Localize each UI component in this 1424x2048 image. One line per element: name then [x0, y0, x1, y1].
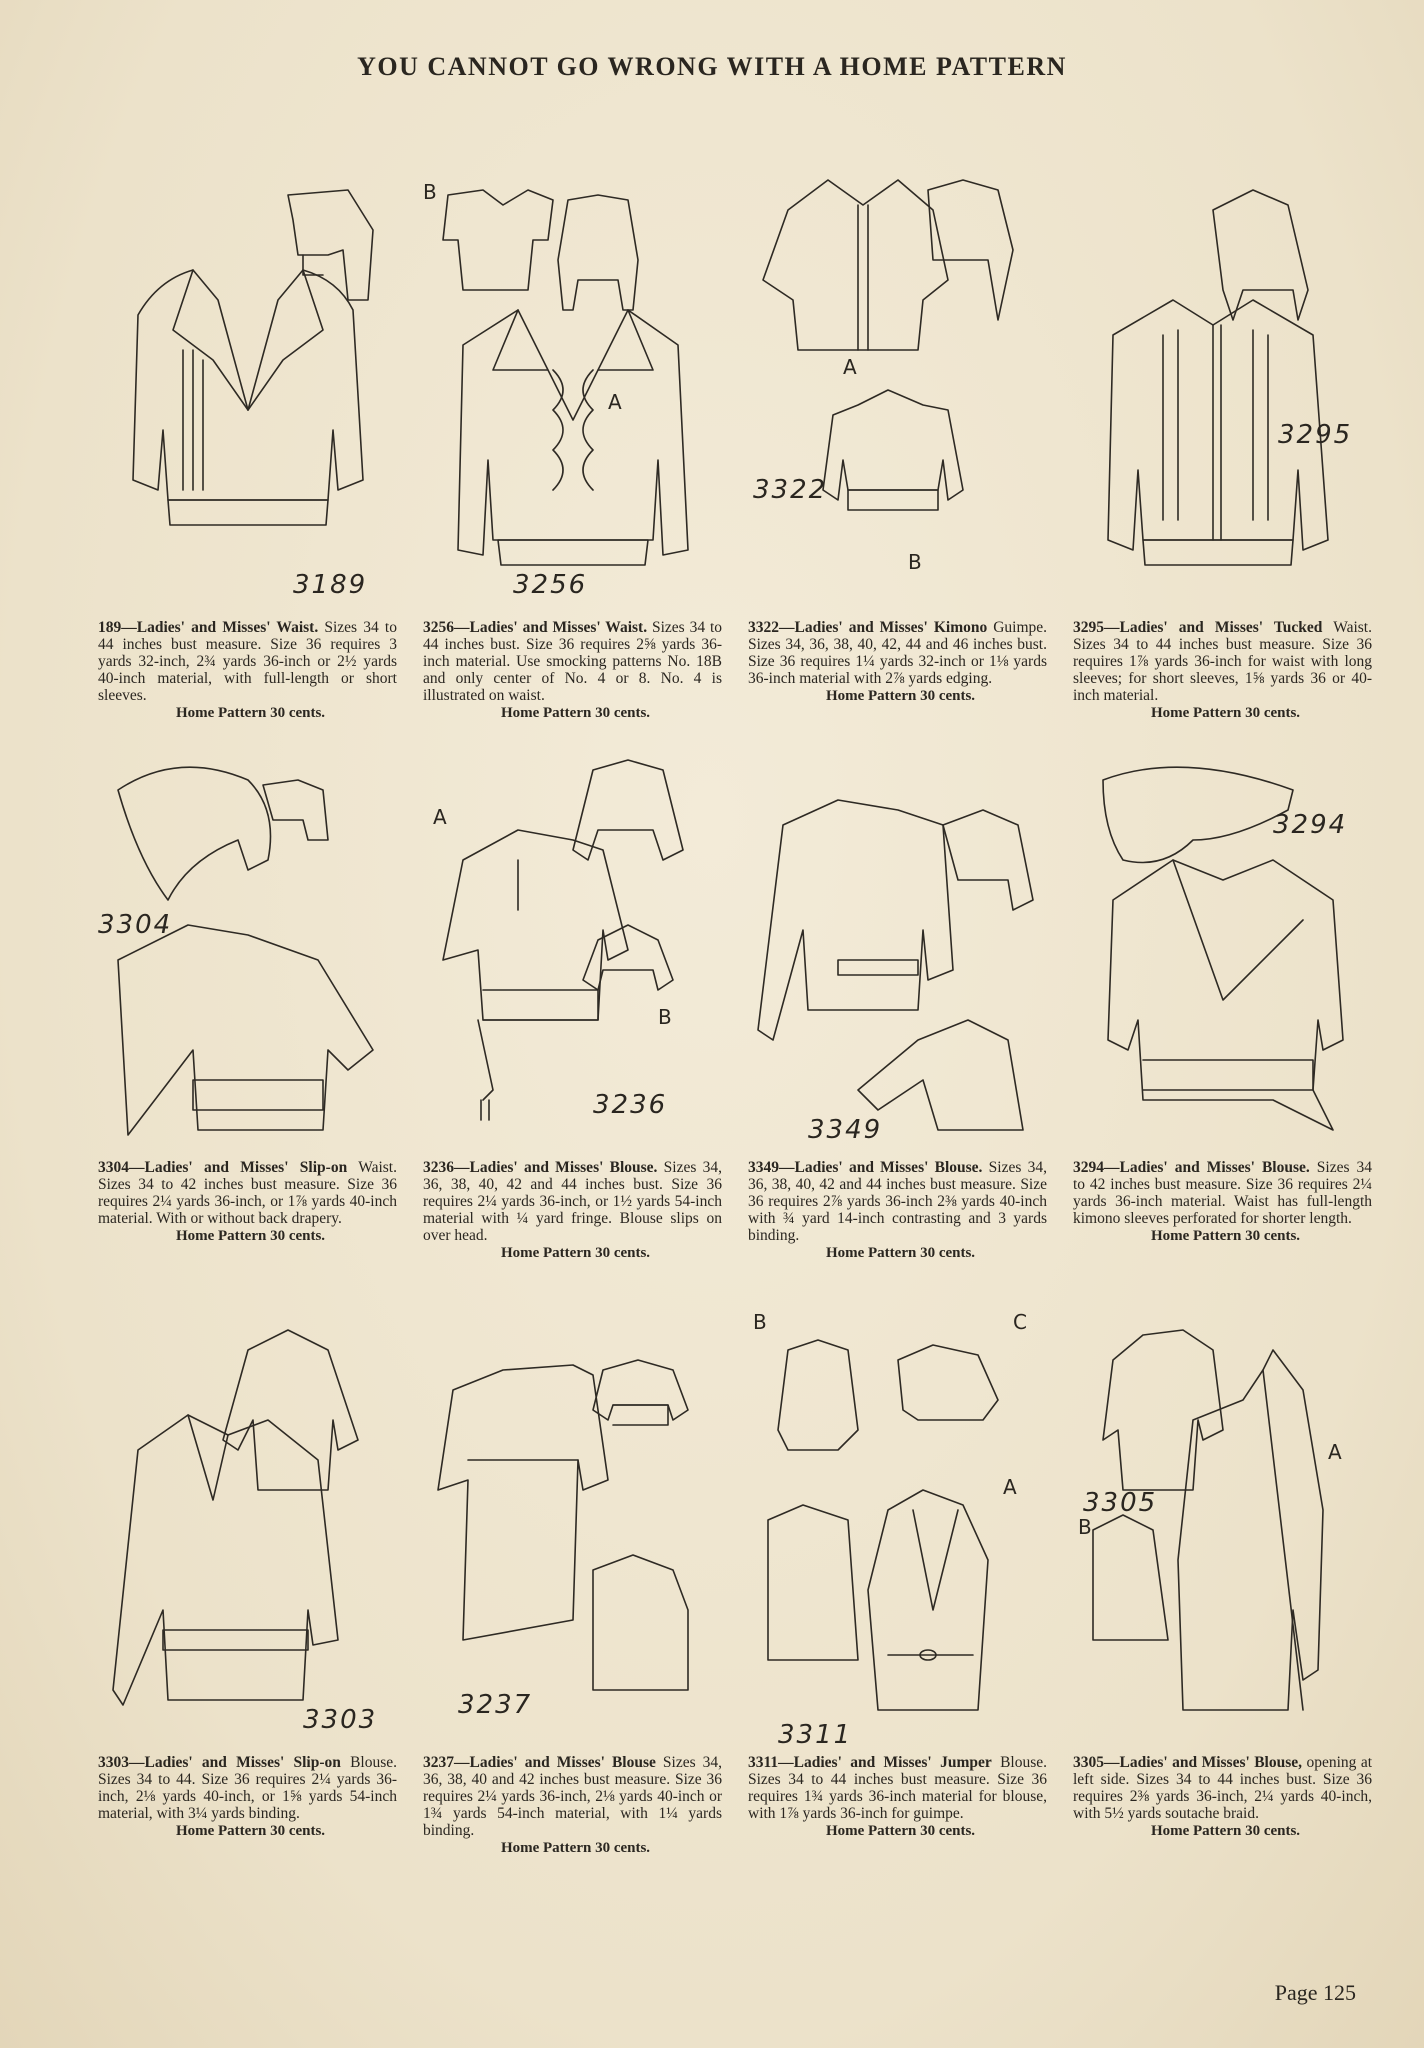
- pattern-illustration: [748, 1310, 1053, 1750]
- pattern-price: Home Pattern 30 cents.: [175, 1228, 326, 1244]
- pattern-description: [423, 1754, 722, 1839]
- pattern-description: [98, 1754, 397, 1822]
- pattern-illustration: [98, 160, 403, 615]
- pattern-illustration: [1073, 160, 1378, 615]
- view-letter-b: B: [658, 1005, 672, 1029]
- pattern-illustration: [1073, 750, 1378, 1155]
- pattern-price: Home Pattern 30 cents.: [825, 688, 976, 704]
- view-letter-b: B: [423, 180, 437, 204]
- pattern-illustration: [423, 750, 728, 1155]
- pattern-illustration: [748, 160, 1053, 615]
- pattern-description: [1073, 619, 1372, 704]
- pattern-details: Waist. Sizes 34 to 42 inches bust measure. Size 36 requires 2¼ yards 36-inch, or 1⅞ yards 40-inch material. With or without back drapery.: [98, 1159, 397, 1227]
- pattern-price: Home Pattern 30 cents.: [175, 705, 326, 721]
- page-title: YOU CANNOT GO WRONG WITH A HOME PATTERN: [357, 52, 1067, 81]
- pattern-description: [423, 1159, 722, 1244]
- view-letter-a: A: [608, 390, 622, 414]
- pattern-number: 3236: [593, 1090, 668, 1120]
- pattern-number: 3189: [293, 570, 368, 600]
- pattern-details: Blouse. Sizes 34 to 44 inches bust measure. Size 36 requires 1¾ yards 36-inch material for blouse, with 1⅞ yards 36-inch for guimpe.: [748, 1754, 1047, 1822]
- pattern-details: Sizes 34, 36, 38, 40, 42 and 44 inches bust. Size 36 requires 2¼ yards 36-inch, or 1½ yards 54-inch material with ¼ yard fringe. Blouse slips on over head.: [423, 1159, 722, 1244]
- pattern-price: Home Pattern 30 cents.: [500, 1840, 651, 1856]
- pattern-heading: 3305—Ladies' and Misses' Blouse,: [1073, 1754, 1303, 1771]
- pattern-price: Home Pattern 30 cents.: [1150, 1823, 1301, 1839]
- pattern-number: 3256: [513, 570, 588, 600]
- pattern-3236: [413, 750, 738, 1310]
- view-letter-a: A: [1003, 1475, 1017, 1499]
- pattern-number: 3349: [808, 1115, 883, 1145]
- pattern-price: Home Pattern 30 cents.: [1150, 1228, 1301, 1244]
- pattern-description: [748, 1754, 1047, 1822]
- pattern-illustration: [423, 160, 728, 615]
- pattern-illustration: [98, 1310, 403, 1750]
- pattern-details: Sizes 34, 36, 38, 40 and 42 inches bust measure. Size 36 requires 2¼ yards 36-inch, 2⅛ yards 40-inch or 1¾ yards 54-inch material, with 1¼ yards binding.: [423, 1754, 723, 1839]
- pattern-3295: [1063, 160, 1388, 750]
- pattern-3322: [738, 160, 1063, 750]
- pattern-number: 3305: [1083, 1488, 1158, 1518]
- pattern-number: 3294: [1273, 810, 1348, 840]
- pattern-details: Sizes 34 to 42 inches bust measure. Size 36 requires 2¼ yards 36-inch material. Waist has full-length kimono sleeves perforated for shorter length.: [1073, 1159, 1373, 1227]
- pattern-details: Guimpe. Sizes 34, 36, 38, 40, 42, 44 and 46 inches bust. Size 36 requires 1¼ yards 32-inch or 1⅛ yards 36-inch material with 2⅞ yards edging.: [748, 619, 1048, 687]
- pattern-heading: 3295—Ladies' and Misses' Tucked: [1073, 619, 1323, 636]
- pattern-3237: [413, 1310, 738, 1900]
- pattern-heading: 3236—Ladies' and Misses' Blouse.: [423, 1159, 658, 1176]
- pattern-3305: [1063, 1310, 1388, 1900]
- view-letter-b: B: [753, 1310, 767, 1334]
- pattern-price: Home Pattern 30 cents.: [500, 705, 651, 721]
- pattern-description: [1073, 1754, 1372, 1822]
- pattern-heading: 3303—Ladies' and Misses' Slip-on: [98, 1754, 341, 1771]
- view-letter-b: B: [908, 550, 922, 574]
- pattern-heading: 3349—Ladies' and Misses' Blouse.: [748, 1159, 983, 1176]
- pattern-heading: 3237—Ladies' and Misses' Blouse: [423, 1754, 656, 1771]
- pattern-details: Waist. Sizes 34 to 44 inches bust measure. Size 36 requires 1⅞ yards 36-inch for waist with long sleeves; for short sleeves, 1⅝ yards 36 or 40-inch material.: [1073, 619, 1372, 704]
- pattern-number: 3304: [98, 910, 173, 940]
- pattern-description: [423, 619, 722, 704]
- pattern-heading: 3322—Ladies' and Misses' Kimono: [748, 619, 988, 636]
- pattern-3303: [88, 1310, 413, 1900]
- pattern-description: [98, 619, 397, 704]
- pattern-illustration: [1073, 1310, 1378, 1750]
- view-letter-b: B: [1078, 1515, 1092, 1539]
- pattern-price: Home Pattern 30 cents.: [825, 1823, 976, 1839]
- pattern-details: Sizes 34, 36, 38, 40, 42 and 44 inches bust measure. Size 36 requires 2⅞ yards 36-inch 2⅜ yards 40-inch with ¾ yard 14-inch contrasting and 3 yards binding.: [748, 1159, 1047, 1244]
- pattern-description: [1073, 1159, 1372, 1227]
- pattern-description: [98, 1159, 397, 1227]
- pattern-heading: 3256—Ladies' and Misses' Waist.: [423, 619, 648, 636]
- pattern-grid: [88, 160, 1388, 1900]
- pattern-price: Home Pattern 30 cents.: [500, 1245, 651, 1261]
- pattern-heading: 3311—Ladies' and Misses' Jumper: [748, 1754, 992, 1771]
- view-letter-a: A: [433, 805, 447, 829]
- pattern-price: Home Pattern 30 cents.: [1150, 705, 1301, 721]
- pattern-3311: [738, 1310, 1063, 1900]
- pattern-details: Sizes 34 to 44 inches bust. Size 36 requires 2⅝ yards 36-inch material. Use smocking patterns No. 18B and only center of No. 4 or 8. No. 4 is illustrated on waist.: [423, 619, 723, 704]
- pattern-price: Home Pattern 30 cents.: [175, 1823, 326, 1839]
- pattern-heading: 189—Ladies' and Misses' Waist.: [98, 619, 319, 636]
- page-number: Page 125: [1274, 1980, 1356, 2005]
- pattern-3349: [738, 750, 1063, 1310]
- view-letter-c: C: [1013, 1310, 1027, 1334]
- pattern-details: Blouse. Sizes 34 to 44. Size 36 requires 2¼ yards 36-inch, 2⅛ yards 40-inch, or 1⅝ yards 54-inch material, with 3¼ yards binding.: [98, 1754, 398, 1822]
- pattern-details: opening at left side. Sizes 34 to 44 inches bust. Size 36 requires 2⅜ yards 36-inch, 2¼ yards 40-inch, with 5½ yards soutache braid.: [1073, 1754, 1373, 1822]
- pattern-number: 3295: [1278, 420, 1353, 450]
- pattern-illustration: [748, 750, 1053, 1155]
- view-letter-a: A: [843, 355, 857, 379]
- pattern-heading: 3294—Ladies' and Misses' Blouse.: [1073, 1159, 1310, 1176]
- pattern-heading: 3304—Ladies' and Misses' Slip-on: [98, 1159, 348, 1176]
- pattern-illustration: [98, 750, 403, 1155]
- pattern-illustration: [423, 1310, 728, 1750]
- pattern-number: 3237: [458, 1690, 533, 1720]
- pattern-3304: [88, 750, 413, 1310]
- pattern-description: [748, 1159, 1047, 1244]
- pattern-number: 3322: [753, 475, 828, 505]
- pattern-number: 3311: [778, 1720, 853, 1750]
- pattern-3189: [88, 160, 413, 750]
- pattern-3256: [413, 160, 738, 750]
- pattern-price: Home Pattern 30 cents.: [825, 1245, 976, 1261]
- pattern-details: Sizes 34 to 44 inches bust measure. Size 36 requires 3 yards 32-inch, 2¾ yards 36-inch or 2½ yards 40-inch material, with full-length or short sleeves.: [98, 619, 397, 704]
- pattern-3294: [1063, 750, 1388, 1310]
- pattern-description: [748, 619, 1047, 687]
- view-letter-a: A: [1328, 1440, 1342, 1464]
- pattern-number: 3303: [303, 1705, 378, 1735]
